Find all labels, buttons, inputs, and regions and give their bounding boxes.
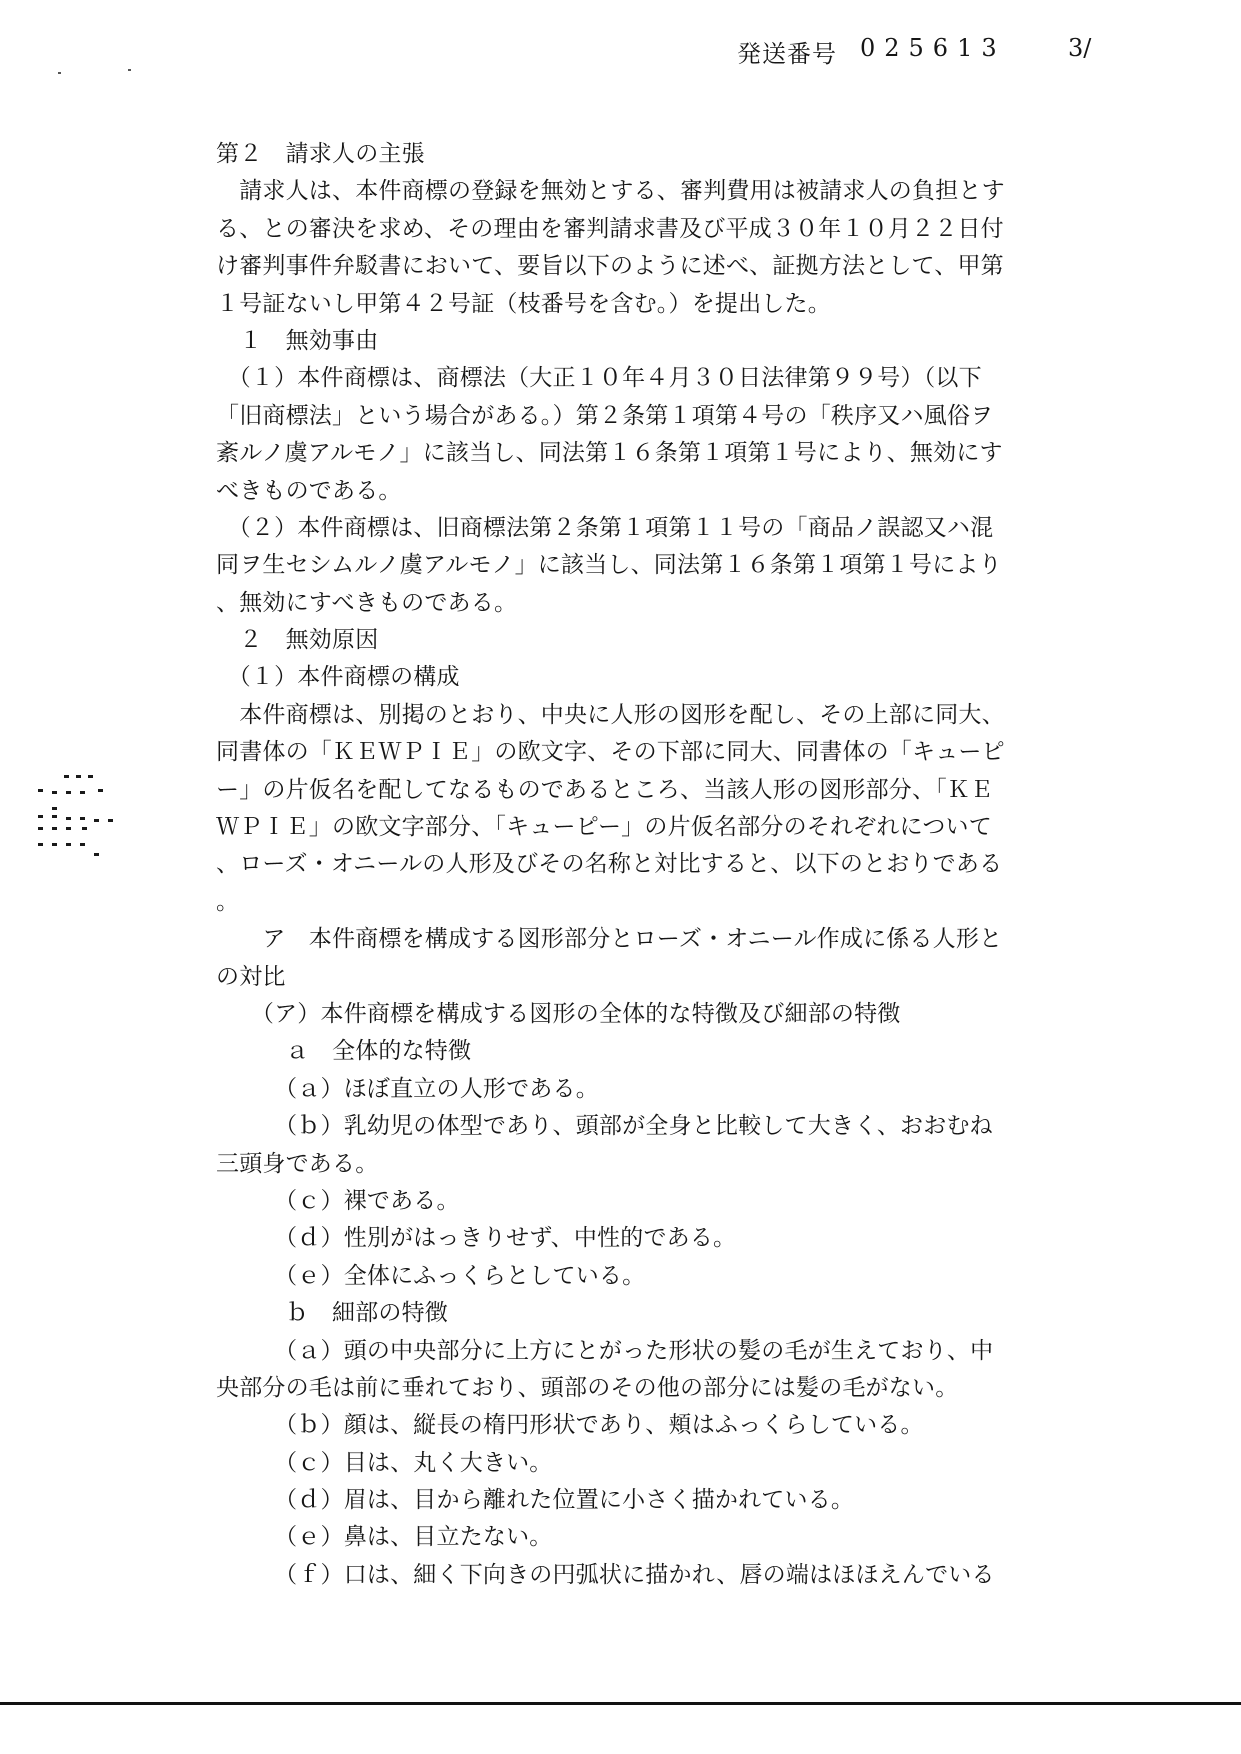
- punch-mark: [76, 775, 81, 778]
- body-line: 紊ルノ虞アルモノ」に該当し、同法第１６条第１項第１号により、無効にす: [216, 440, 1003, 467]
- body-line: （ａ）ほぼ直立の人形である。: [216, 1075, 599, 1102]
- punch-mark: [82, 827, 87, 830]
- body-line: （２）本件商標は、旧商標法第２条第１項第１１号の「商品ノ誤認又ハ混: [216, 514, 994, 541]
- scan-speck: [128, 69, 131, 71]
- punch-mark: [38, 815, 43, 818]
- body-line: け審判事件弁駁書において、要旨以下のように述べ、証拠方法として、甲第: [216, 253, 1004, 280]
- body-line: ｂ 細部の特徴: [216, 1300, 448, 1327]
- body-line: ー」の片仮名を配してなるものであるところ、当該人形の図形部分、「ＫＥ: [216, 776, 994, 803]
- punch-mark: [80, 843, 85, 846]
- punch-mark: [38, 789, 43, 792]
- punch-mark: [108, 819, 113, 822]
- punch-mark: [80, 817, 85, 820]
- page-marker: 3/: [1068, 34, 1092, 62]
- body-line: ａ 全体的な特徴: [216, 1038, 472, 1065]
- punch-mark: [38, 827, 43, 830]
- body-line: ア 本件商標を構成する図形部分とローズ・オニール作成に係る人形と: [216, 926, 1003, 953]
- punch-mark: [88, 775, 93, 778]
- scan-speck: [58, 72, 61, 74]
- punch-mark: [38, 843, 43, 846]
- body-line: （ｃ）裸である。: [216, 1187, 460, 1214]
- punch-mark: [94, 819, 99, 822]
- body-line: 「旧商標法」という場合がある。）第２条第１項第４号の「秩序又ハ風俗ヲ: [216, 402, 994, 429]
- body-line: 本件商標は、別掲のとおり、中央に人形の図形を配し、その上部に同大、: [216, 701, 1005, 728]
- send-number-label: 発送番号: [737, 40, 837, 68]
- body-line: （ア）本件商標を構成する図形の全体的な特徴及び細部の特徴: [216, 1000, 901, 1027]
- punch-mark: [80, 791, 85, 794]
- punch-mark: [66, 791, 71, 794]
- body-line: （ｄ）眉は、目から離れた位置に小さく描かれている。: [216, 1487, 855, 1514]
- body-line: 。: [216, 888, 240, 915]
- body-line: 、ローズ・オニールの人形及びその名称と対比すると、以下のとおりである: [216, 851, 1003, 878]
- body-line: （ｄ）性別がはっきりせず、中性的である。: [216, 1225, 737, 1252]
- body-line: （ｅ）全体にふっくらとしている。: [216, 1262, 646, 1289]
- body-line: 同書体の「ＫＥＷＰＩＥ」の欧文字、その下部に同大、同書体の「キューピ: [216, 739, 1005, 766]
- body-line: ＷＰＩＥ」の欧文字部分、「キューピー」の片仮名部分のそれぞれについて: [216, 814, 992, 841]
- body-line: 、無効にすべきものである。: [216, 589, 518, 616]
- body-line: 第２ 請求人の主張: [216, 141, 425, 167]
- punch-mark: [52, 827, 57, 830]
- page-header: [0, 0, 1241, 100]
- punch-mark: [94, 853, 99, 856]
- footer-rule: [0, 1702, 1241, 1705]
- punch-mark: [52, 807, 57, 810]
- body-line: （ｅ）鼻は、目立たない。: [216, 1524, 553, 1551]
- body-line: （ｂ）乳幼児の体型であり、頭部が全身と比較して大きく、おおむね: [216, 1113, 993, 1140]
- body-line: （ｂ）顔は、縦長の楕円形状であり、頬はふっくらしている。: [216, 1412, 924, 1439]
- margin-punch-marks: [38, 775, 128, 905]
- body-line: （１）本件商標の構成: [216, 664, 460, 691]
- send-number-value: 025613: [860, 34, 1006, 62]
- punch-mark: [52, 791, 57, 794]
- punch-mark: [64, 775, 69, 778]
- punch-mark: [98, 789, 103, 792]
- punch-mark: [52, 815, 57, 818]
- body-line: （ｃ）目は、丸く大きい。: [216, 1449, 553, 1476]
- punch-mark: [66, 827, 71, 830]
- body-line: （１）本件商標は、商標法（大正１０年４月３０日法律第９９号）（以下: [216, 365, 982, 392]
- document-body: [216, 136, 1076, 1594]
- body-line: １ 無効事由: [216, 327, 379, 354]
- body-line: １号証ないし甲第４２号証（枝番号を含む。）を提出した。: [216, 290, 831, 317]
- body-line: 同ヲ生セシムルノ虞アルモノ」に該当し、同法第１６条第１項第１号により: [216, 552, 1002, 579]
- body-line: ２ 無効原因: [216, 627, 379, 654]
- body-line: 央部分の毛は前に垂れており、頭部のその他の部分には髪の毛がない。: [216, 1374, 959, 1401]
- body-line: 請求人は、本件商標の登録を無効とする、審判費用は被請求人の負担とす: [216, 178, 1005, 205]
- body-line: （ａ）頭の中央部分に上方にとがった形状の髪の毛が生えており、中: [216, 1337, 994, 1364]
- punch-mark: [66, 817, 71, 820]
- punch-mark: [66, 843, 71, 846]
- body-line: べきものである。: [216, 477, 402, 504]
- body-line: 三頭身である。: [216, 1150, 379, 1177]
- body-line: る、との審決を求め、その理由を審判請求書及び平成３０年１０月２２日付: [216, 215, 1004, 242]
- punch-mark: [52, 843, 57, 846]
- body-line: の対比: [216, 963, 286, 990]
- body-line: （ｆ）口は、細く下向きの円弧状に描かれ、唇の端はほほえんでいる: [216, 1561, 995, 1588]
